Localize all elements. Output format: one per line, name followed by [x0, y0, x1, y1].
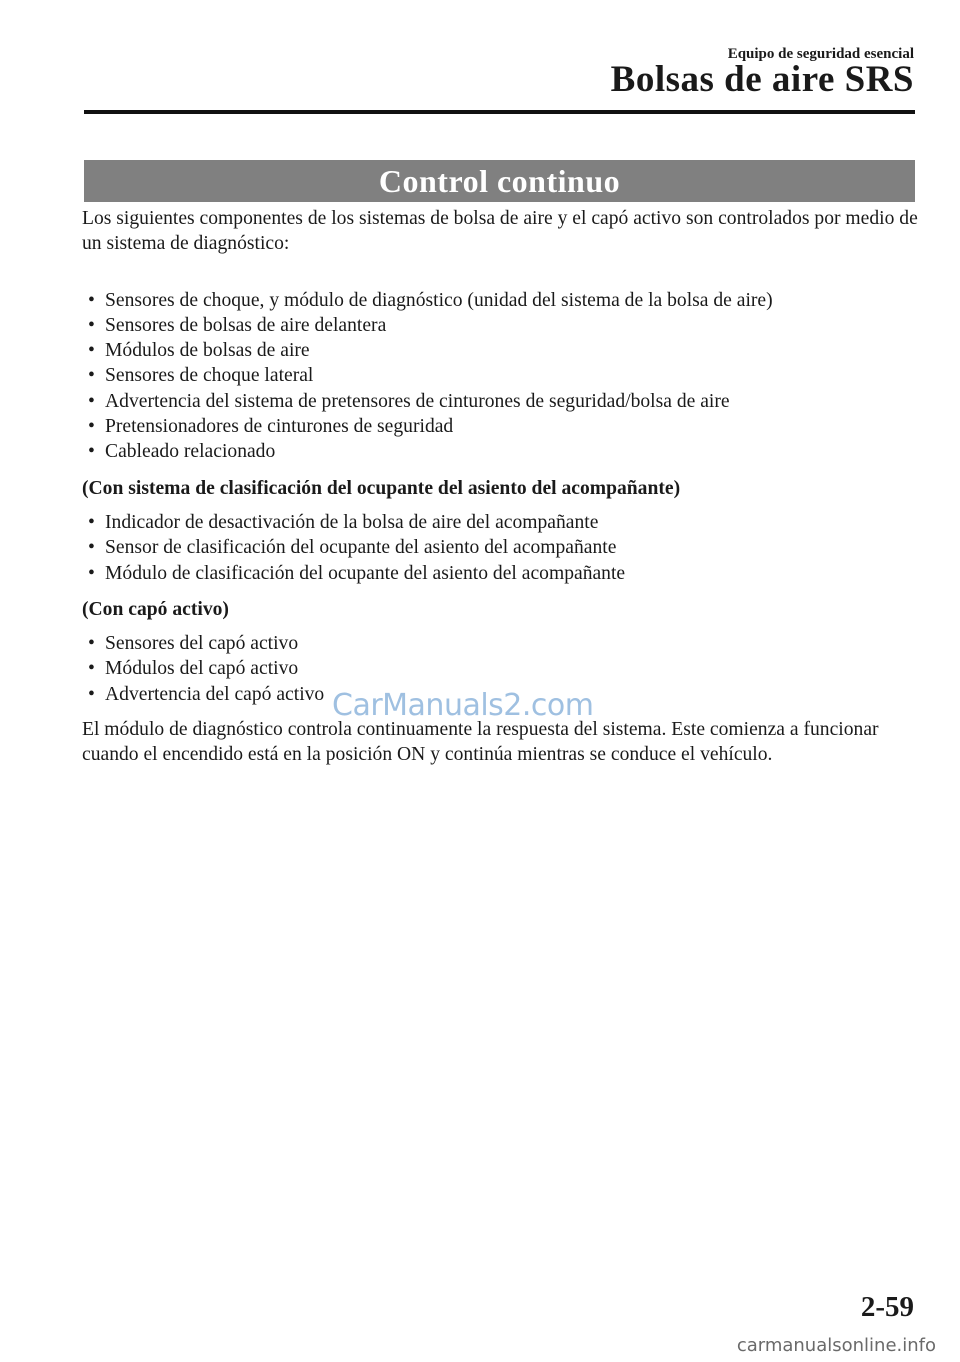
page-content — [82, 206, 918, 768]
list-item — [88, 313, 918, 338]
bullet-icon: • — [88, 314, 95, 336]
list-item — [88, 414, 918, 439]
list-item — [88, 656, 918, 681]
list-item — [88, 631, 918, 656]
header-section-label: Equipo de seguridad esencial — [727, 46, 914, 62]
page-number: 2-59 — [860, 1291, 914, 1323]
list-item-text: Indicador de desactivación de la bolsa de aire del acompañante — [105, 511, 599, 533]
list-item-text: Sensores de choque, y módulo de diagnóstico (unidad del sistema de la bolsa de aire) — [105, 289, 773, 311]
list-item-text: Advertencia del capó activo — [105, 683, 325, 705]
closing-paragraph: El módulo de diagnóstico controla continuamente la respuesta del sistema. Este comienza a funcionar cuando el encendido está en la posición ON y continúa mientras se conduce el vehículo. — [82, 719, 879, 766]
header-divider — [84, 110, 915, 114]
list-item-text: Sensores del capó activo — [105, 633, 299, 655]
list-item-text: Módulos de bolsas de aire — [105, 340, 310, 362]
list-item — [88, 288, 918, 313]
bullet-icon: • — [88, 683, 95, 705]
list-item — [88, 561, 918, 586]
list-item — [88, 338, 918, 363]
section-title-banner — [84, 160, 915, 202]
list-item — [88, 389, 918, 414]
list-item-text: Sensores de bolsas de aire delantera — [105, 314, 387, 336]
chapter-title: Bolsas de aire SRS — [610, 59, 914, 100]
footer-watermark: carmanualsonline.info — [736, 1335, 936, 1356]
list-item-text: Cableado relacionado — [105, 441, 276, 463]
main-component-list — [82, 288, 918, 465]
bullet-icon: • — [88, 562, 95, 584]
bullet-icon: • — [88, 441, 95, 463]
subsection-heading-passenger-classification: (Con sistema de clasificación del ocupante del asiento del acompañante) — [82, 477, 681, 499]
list-item — [88, 439, 918, 464]
bullet-icon: • — [88, 537, 95, 559]
bullet-icon: • — [88, 289, 95, 311]
bullet-icon: • — [88, 416, 95, 438]
intro-paragraph: Los siguientes componentes de los sistemas de bolsa de aire y el capó activo son controlados por medio de un sistema de diagnóstico: — [82, 208, 918, 255]
bullet-icon: • — [88, 511, 95, 533]
bullet-icon: • — [88, 658, 95, 680]
passenger-classification-list — [82, 510, 918, 586]
list-item — [88, 510, 918, 535]
list-item-text: Advertencia del sistema de pretensores de cinturones de seguridad/bolsa de aire — [105, 390, 730, 412]
list-item — [88, 535, 918, 560]
list-item-text: Pretensionadores de cinturones de seguridad — [105, 416, 454, 438]
section-title: Control continuo — [378, 162, 621, 199]
bullet-icon: • — [88, 340, 95, 362]
watermark-logo: CarManuals2.com — [332, 688, 594, 723]
bullet-icon: • — [88, 633, 95, 655]
bullet-icon: • — [88, 365, 95, 387]
list-item-text: Sensor de clasificación del ocupante del asiento del acompañante — [105, 537, 617, 559]
bullet-icon: • — [88, 390, 95, 412]
list-item — [88, 363, 918, 388]
list-item-text: Módulos del capó activo — [105, 658, 299, 680]
subsection-heading-active-hood: (Con capó activo) — [82, 598, 229, 620]
list-item-text: Sensores de choque lateral — [105, 365, 314, 387]
list-item-text: Módulo de clasificación del ocupante del asiento del acompañante — [105, 562, 626, 584]
